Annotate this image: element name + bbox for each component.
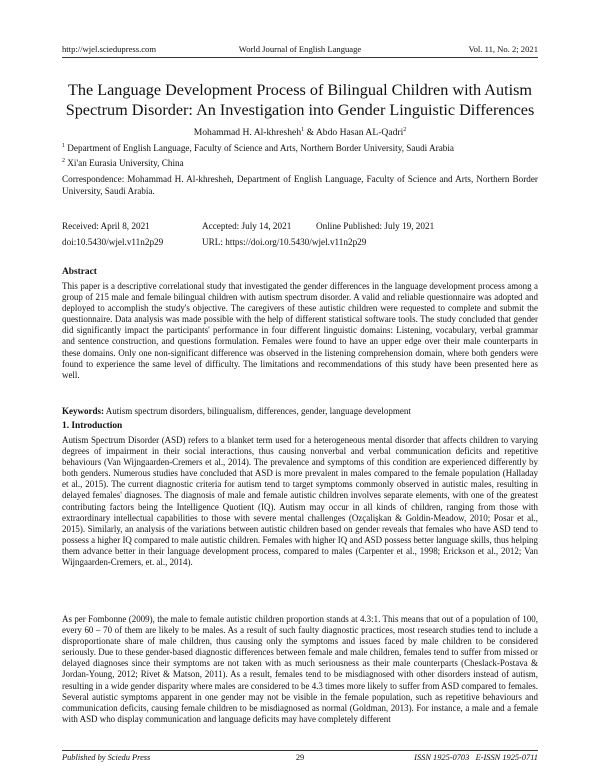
affiliation-2-text: Xi'an Eurasia University, China [67, 158, 184, 168]
published-date: Online Published: July 19, 2021 [316, 221, 435, 231]
introduction-heading: 1. Introduction [62, 421, 123, 431]
journal-url[interactable]: http://wjel.sciedupress.com [62, 44, 157, 54]
author-1: Mohammad H. Al-khresheh [193, 127, 302, 138]
journal-name: World Journal of English Language [238, 44, 362, 54]
keywords [62, 405, 538, 417]
received-date: Received: April 8, 2021 [62, 221, 150, 231]
author-line [62, 127, 538, 139]
keywords-text: Autism spectrum disorders, bilingualism, differences, gender, language development [104, 406, 411, 416]
introduction-paragraph-1: Autism Spectrum Disorder (ASD) refers to a blanket term used for a heterogeneous mental disorder that affects children to varying degrees of impairment in their social interactions, thus causing nonverbal and verbal communication deficits and repetitive behaviours (Van Wijngaarden-Cremers et al., 2014). The prevalence and symptoms of this condition are experienced differently by both genders. Numerous studies have concluded that ASD is more prevalent in males compared to the female population (Halladay et al., 2015). The current diagnostic criteria for autism tend to target symptoms commonly observed in autistic males, resulting in delayed females' diagnoses. The diagnosis of male and female autistic children involves separate elements, with one of the greatest contributing factors being the Intelligence Quotient (IQ). Autism may occur in all kinds of children, ranging from those with extraordinary intellectual capabilities to those with severe mental challenges (Ozçalişkan & Goldin-Meadow, 2010; Posar et al., 2015). Similarly, an analysis of the variations between autistic children based on gender reveals that females who have ASD tend to possess a higher IQ compared to male autistic children. Females with higher IQ and ASD possess better language skills, thus helping them advance better in their language development process, compared to males (Carpenter et al., 1998; Erickson et al., 2012; Van Wijngaarden-Cremers, et. al., 2014). [62, 435, 538, 568]
abstract-heading: Abstract [62, 267, 97, 277]
page-footer [62, 752, 538, 764]
running-header [62, 43, 538, 55]
abstract-text: This paper is a descriptive correlational study that investigated the gender differences in the language development process among a group of 215 male and female bilingual children with autism spectrum disorder. A valid and reliable questionnaire was adopted and deployed to accomplish the study's objective. The caregivers of these autistic children were requested to complete and submit the questionnaire. Data analysis was made possible with the help of different statistical software tools. The study concluded that gender did significantly impact the participants' performance in four different linguistic domains: Listening, vocabulary, verbal grammar and sentence construction, and questions formulation. Females were found to have an upper edge over their male counterparts in these domains. Only one non-significant difference was observed in the listening comprehension domain, where both genders were found to experience the same level of difficulty. The limitations and recommendations of this study have been presented here as well. [62, 281, 538, 380]
affiliation-1 [62, 142, 538, 154]
footer-rule [62, 750, 538, 751]
affiliation-1-text: Department of English Language, Faculty of Science and Arts, Northern Border University, Saudi Arabia [67, 143, 455, 153]
affiliation-2 [62, 157, 538, 169]
publisher: Published by Sciedu Press [62, 753, 151, 762]
issn: ISSN 1925-0703 E-ISSN 1925-0711 [414, 753, 538, 762]
author-2-affil-mark: 2 [403, 127, 407, 133]
introduction-paragraph-2: As per Fombonne (2009), the male to female autistic children proportion stands at 4.3:1. This means that out of a population of 100, every 60 – 70 of them are likely to be males. As a result of such faulty diagnostic practices, most research studies tend to include a disproportionate share of male children, thus causing only the symptoms and issues faced by male children to be considered seriously. Due to these gender-based diagnostic differences between female and male children, females tend to suffer from missed or delayed diagnoses since their symptoms are not taken with as much seriousness as their male counterparts (Cheslack-Postava & Jordan-Young, 2012; Rivet & Matson, 2011). As a result, females tend to be misdiagnosed with other disorders instead of autism, resulting in a wide gender disparity where males are considered to be 4.3 times more likely to suffer from ASD compared to females. Several autistic symptoms apparent in one gender may not be visible in the female population, such as repetitive behaviours and communication deficits, causing female children to be misdiagnosed as normal (Goldman, 2013). For instance, a male and a female with ASD who display communication and language deficits may have completely different [62, 614, 538, 724]
accepted-date: Accepted: July 14, 2021 [202, 221, 292, 231]
affiliation-2-mark: 2 [62, 158, 65, 164]
correspondence: Correspondence: Mohammad H. Al-khresheh, Department of English Language, Faculty of Science and Arts, Northern Border University, Saudi Arabia. [62, 174, 538, 196]
volume-issue: Vol. 11, No. 2; 2021 [468, 44, 538, 54]
doi-url[interactable]: URL: https://doi.org/10.5430/wjel.v11n2p29 [202, 237, 367, 247]
paper-title: The Language Development Process of Bilingual Children with Autism Spectrum Disorder: An Investigation into Gender Linguistic Differences [65, 81, 535, 119]
keywords-label: Keywords: [62, 406, 104, 416]
author-2: Abdo Hasan AL-Qadri [315, 127, 404, 138]
doi[interactable]: doi:10.5430/wjel.v11n2p29 [62, 237, 164, 247]
affiliation-1-mark: 1 [62, 143, 65, 149]
author-connector: & [304, 127, 316, 138]
author-1-affil-mark: 1 [301, 127, 305, 133]
header-rule [62, 57, 538, 58]
page-number: 29 [295, 753, 305, 762]
